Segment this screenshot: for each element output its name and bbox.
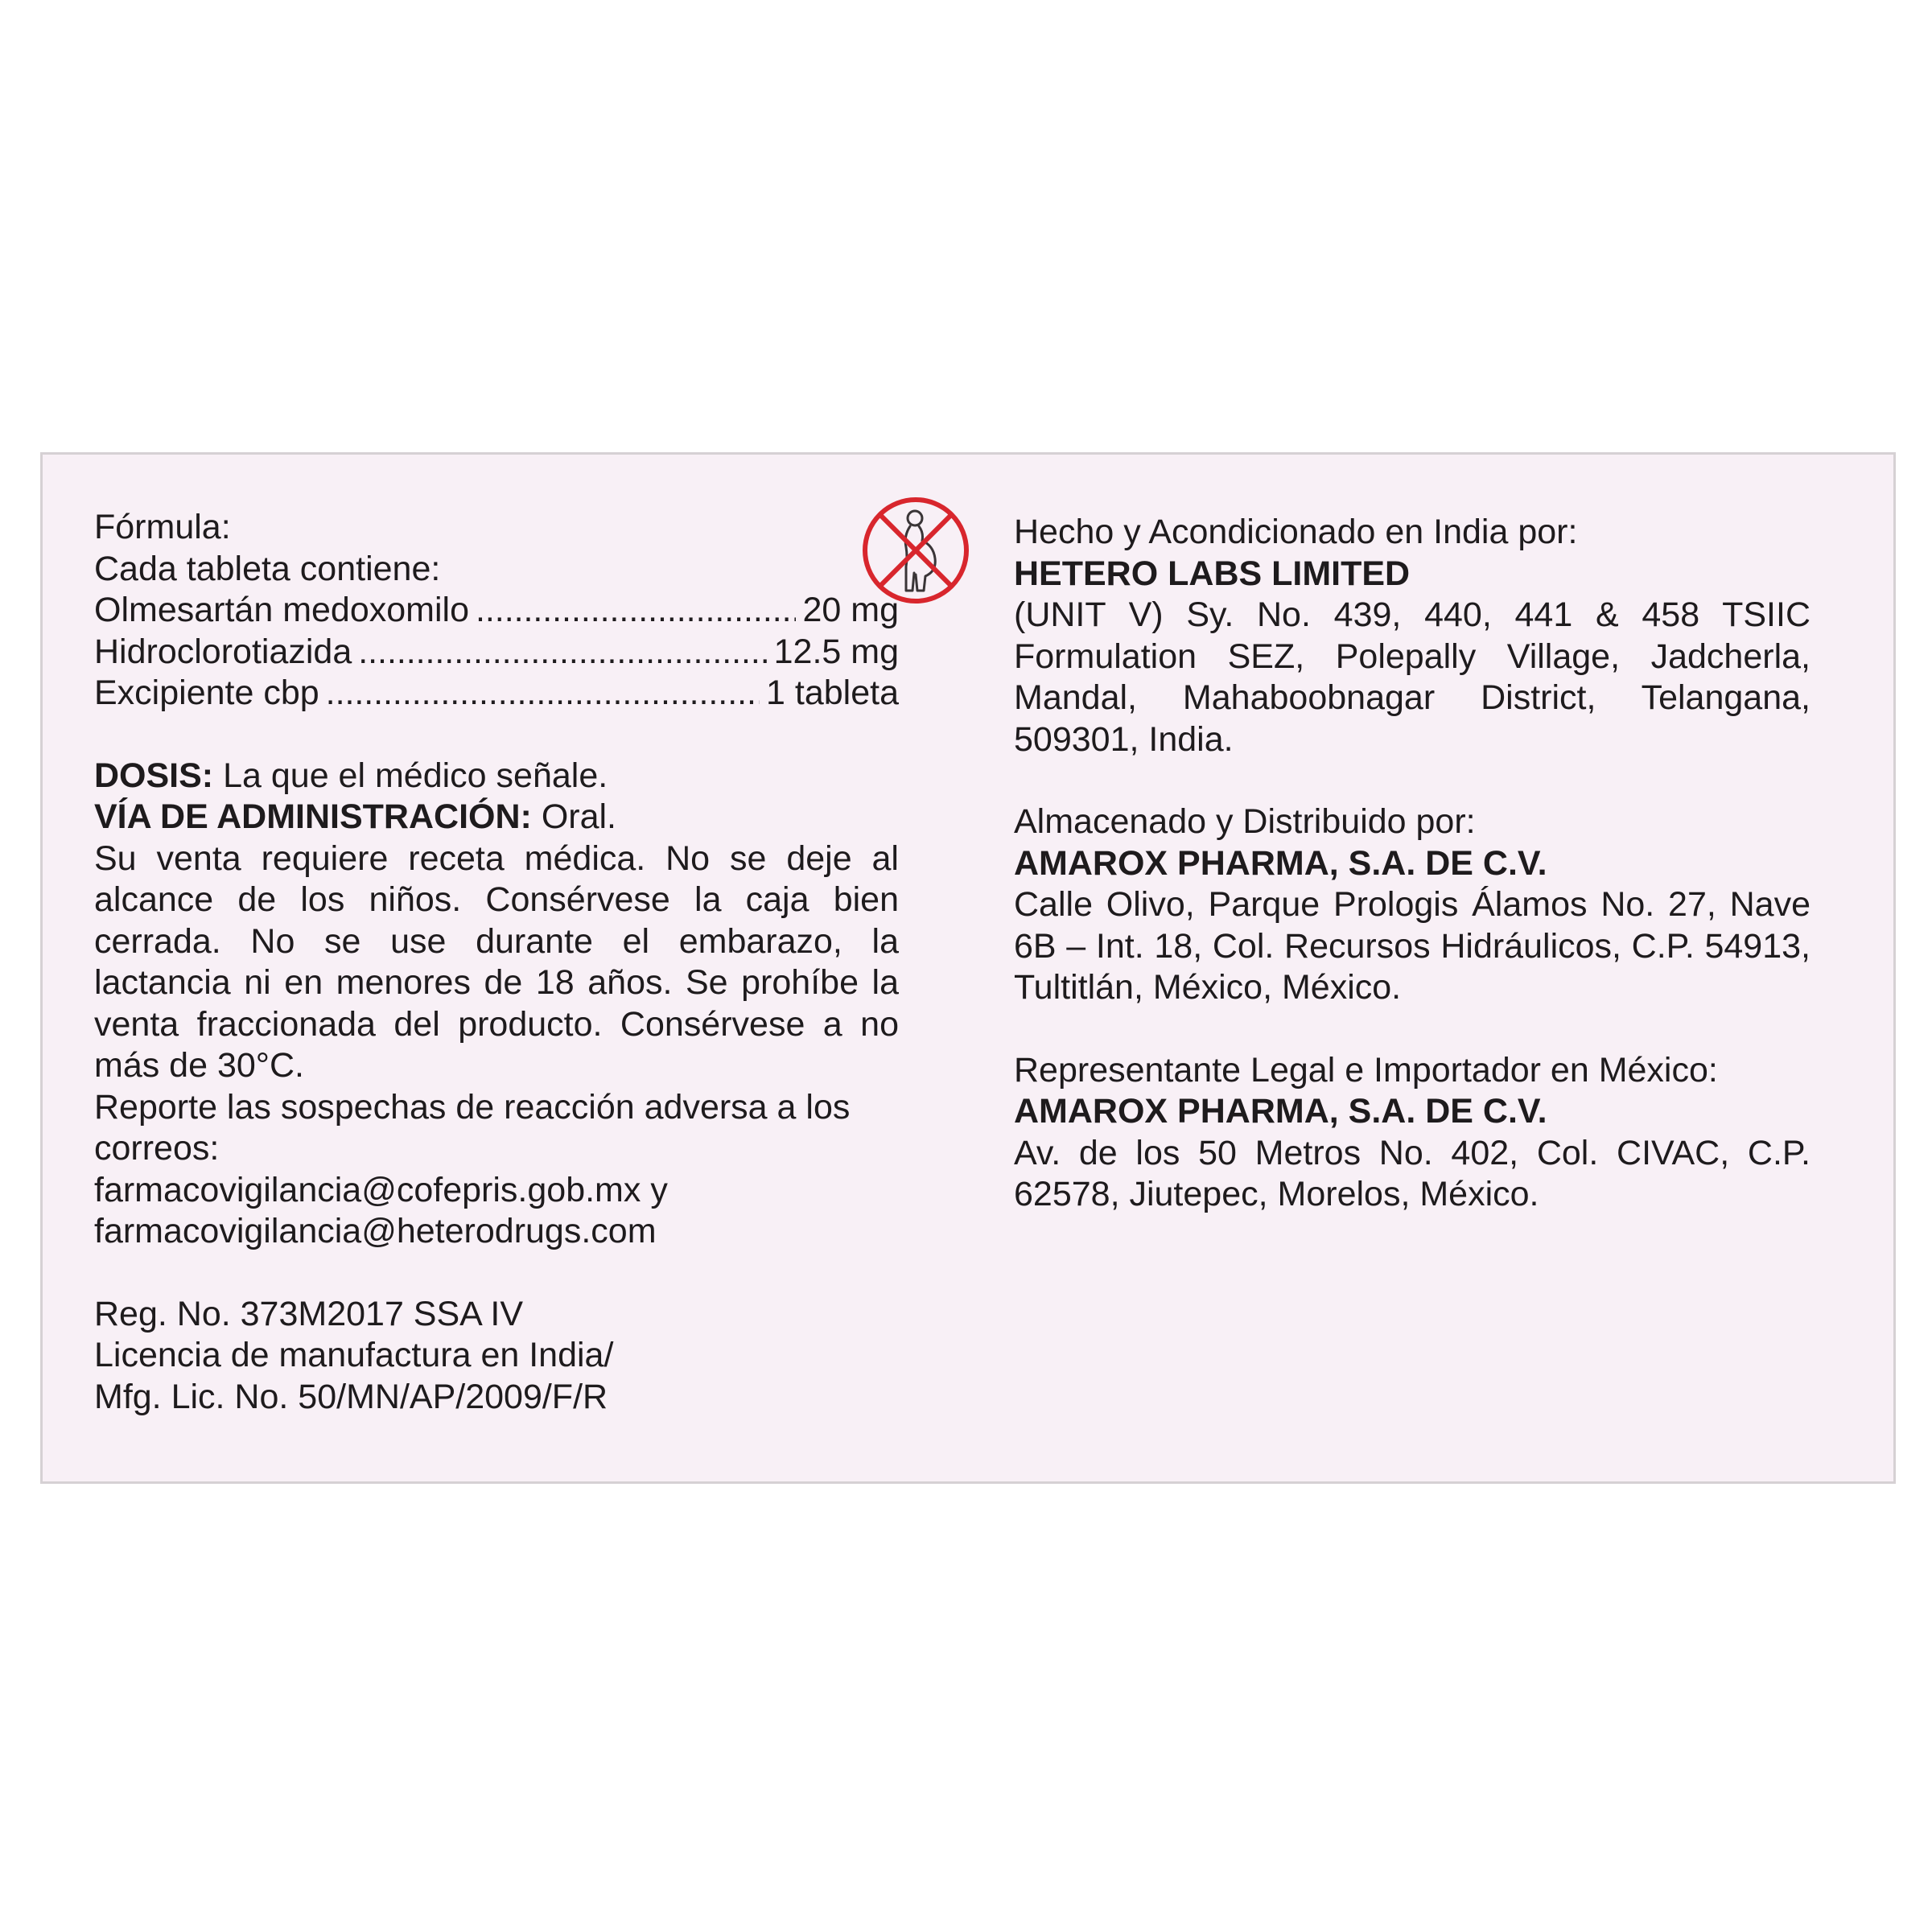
- spacer: [94, 715, 899, 756]
- leader-dots: [326, 673, 760, 715]
- license-line-2: Mfg. Lic. No. 50/MN/AP/2009/F/R: [94, 1377, 608, 1416]
- registration-number: Reg. No. 373M2017 SSA IV: [94, 1294, 524, 1333]
- via-value: Oral.: [541, 797, 617, 836]
- manufacturer-address: (UNIT V) Sy. No. 439, 440, 441 & 458 TSIIC Formulation SEZ, Polepally Village, Jadcherla, Mandal, Mahaboobnagar District, Telangana, 509301, India.: [1014, 595, 1810, 759]
- warnings-text: Su venta requiere receta médica. No se deje al alcance de los niños. Consérvese la caja bien cerrada. No se use durante el embarazo, la lactancia ni en menores de 18 años. Se prohíbe la venta fraccionada del producto. Consérvese a no más de 30°C.: [94, 838, 899, 1085]
- dosis-line: [94, 756, 899, 797]
- spacer: [1014, 1009, 1819, 1050]
- manufacturer-name: HETERO LABS LIMITED: [1014, 554, 1411, 593]
- distributor-address: Calle Olivo, Parque Prologis Álamos No. 27, Nave 6B – Int. 18, Col. Recursos Hidráulicos, C.P. 54913, Tultitlán, México, México.: [1014, 885, 1810, 1007]
- distributor-name: AMAROX PHARMA, S.A. DE C.V.: [1014, 843, 1547, 883]
- ingredient-row: [94, 673, 899, 715]
- via-line: [94, 797, 899, 838]
- right-column: [1014, 512, 1819, 1216]
- importer-address: Av. de los 50 Metros No. 402, Col. CIVAC, C.P. 62578, Jiutepec, Morelos, México.: [1014, 1133, 1810, 1213]
- ingredient-amount: 20 mg: [802, 591, 899, 629]
- distributor-label: Almacenado y Distribuido por:: [1014, 802, 1476, 841]
- dosis-label: DOSIS:: [94, 756, 214, 795]
- email-hetero: farmacovigilancia@heterodrugs.com: [94, 1212, 657, 1250]
- ingredient-row: [94, 632, 899, 674]
- ingredient-name: Olmesartán medoxomilo: [94, 591, 470, 629]
- ingredient-amount: 12.5 mg: [773, 632, 899, 671]
- spacer: [1014, 760, 1819, 801]
- via-label: VÍA DE ADMINISTRACIÓN:: [94, 797, 532, 836]
- ingredient-name: Excipiente cbp: [94, 674, 319, 712]
- manufacturer-label: Hecho y Acondicionado en India por:: [1014, 513, 1578, 551]
- report-text: Reporte las sospechas de reacción adversa a los correos:: [94, 1087, 851, 1168]
- formula-heading: Fórmula:: [94, 508, 231, 546]
- leader-dots: [358, 632, 767, 674]
- dosis-value: La que el médico señale.: [223, 756, 608, 795]
- left-column: [94, 507, 899, 1418]
- no-pregnancy-icon: [859, 494, 972, 607]
- ingredient-row: [94, 590, 899, 632]
- importer-label: Representante Legal e Importador en México:: [1014, 1050, 1718, 1090]
- ingredient-name: Hidroclorotiazida: [94, 632, 352, 671]
- license-line-1: Licencia de manufactura en India/: [94, 1336, 614, 1374]
- email-cofepris: farmacovigilancia@cofepris.gob.mx y: [94, 1170, 668, 1209]
- importer-name: AMAROX PHARMA, S.A. DE C.V.: [1014, 1092, 1547, 1131]
- formula-subheading: Cada tableta contiene:: [94, 549, 441, 588]
- spacer: [94, 1253, 899, 1294]
- leader-dots: [476, 590, 796, 632]
- ingredient-amount: 1 tableta: [766, 674, 899, 712]
